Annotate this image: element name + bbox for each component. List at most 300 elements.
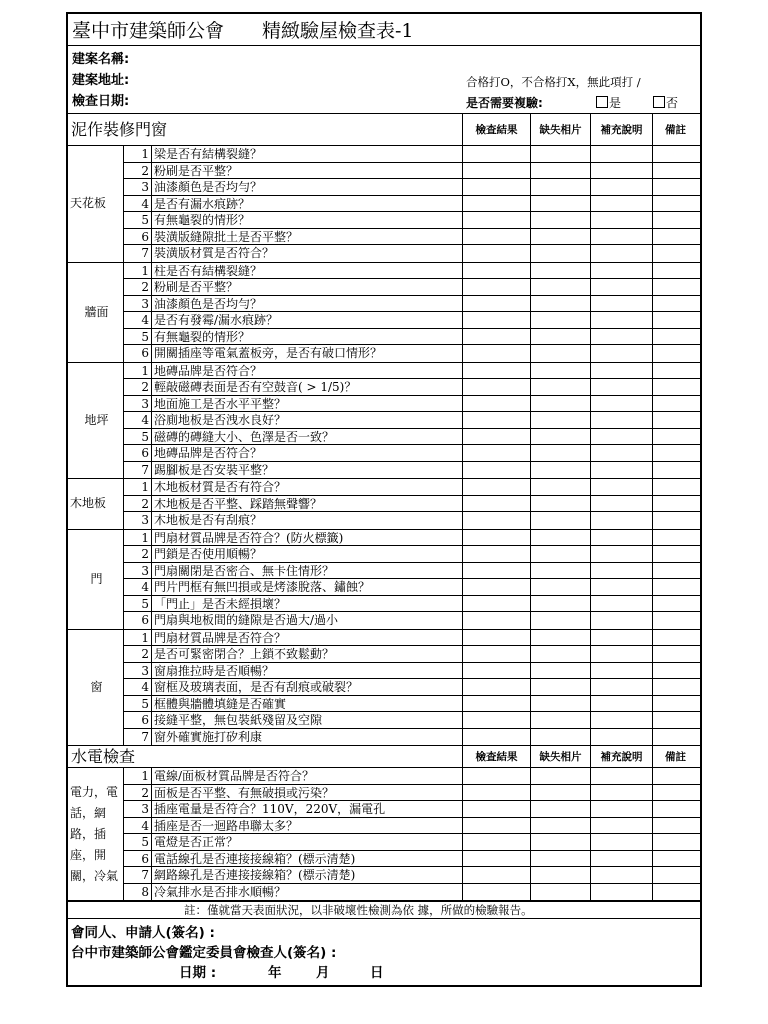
missing-photo-cell[interactable] [530,579,590,595]
supplement-cell[interactable] [590,596,652,612]
item-number: 7 [124,729,152,746]
header-remarks: 備註 [652,114,698,145]
item-text: 門鎖是否使用順暢？ [154,547,263,561]
item-text: 門扇材質品牌是否符合？(防火標籤) [154,530,344,545]
missing-photo-cell[interactable] [530,345,590,362]
remarks-cell[interactable] [652,834,698,850]
missing-photo-cell[interactable] [530,229,590,245]
missing-photo-cell[interactable] [530,646,590,662]
item-number: 3 [124,512,152,529]
supplement-cell[interactable] [590,834,652,850]
supplement-cell[interactable] [590,512,652,529]
check-items [124,146,700,262]
supplement-cell[interactable] [590,396,652,412]
missing-photo-cell[interactable] [530,712,590,728]
remarks-cell[interactable] [652,363,698,379]
supplement-cell[interactable] [590,546,652,562]
result-cell[interactable] [462,612,530,629]
missing-photo-cell[interactable] [530,296,590,312]
item-number: 2 [124,646,152,662]
check-item-row [124,312,700,329]
check-item-row [124,579,700,596]
remarks-cell[interactable] [652,263,698,279]
section-header [68,114,700,146]
check-items [124,530,700,629]
check-item-row [124,851,700,868]
item-text: 門扇關閉是否密合、無卡住情形？ [154,563,335,578]
result-cell[interactable] [462,212,530,228]
item-text: 窗扇推拉時是否順暢？ [154,663,275,678]
item-number: 3 [124,663,152,679]
missing-photo-cell[interactable] [530,279,590,295]
check-items [124,479,700,529]
check-group [68,630,700,747]
check-item-row [124,163,700,180]
remarks-cell[interactable] [652,546,698,562]
check-group [68,479,700,530]
check-item-row [124,884,700,901]
remarks-cell[interactable] [652,851,698,867]
missing-photo-cell[interactable] [530,884,590,901]
result-cell[interactable] [462,801,530,817]
check-group [68,530,700,630]
remarks-cell[interactable] [652,663,698,679]
date-label: 日期 : [179,965,217,981]
missing-photo-cell[interactable] [530,546,590,562]
remarks-cell[interactable] [652,179,698,195]
check-item-row [124,801,700,818]
remarks-cell[interactable] [652,146,698,162]
missing-photo-cell[interactable] [530,696,590,712]
remarks-cell[interactable] [652,462,698,479]
check-group [68,363,700,480]
supplement-cell[interactable] [590,851,652,867]
result-cell[interactable] [462,834,530,850]
item-text: 地磚品牌是否符合？ [154,446,263,460]
check-item-row [124,263,700,280]
missing-photo-cell[interactable] [530,429,590,445]
item-text: 電線/面板材質品牌是否符合？ [154,769,315,783]
header-missing-photo: 缺失相片 [530,114,590,145]
remarks-cell[interactable] [652,479,698,495]
item-text: 有無龜裂的情形？ [154,213,251,227]
missing-photo-cell[interactable] [530,867,590,883]
project-name-label: 建案名稱: [72,52,130,67]
supplement-cell[interactable] [590,496,652,512]
item-text: 裝潢版材質是否符合？ [154,246,275,260]
disclaimer-note: 註：僅就當天表面狀況，以非破壞性檢測為依 據，所做的檢驗報告。 [68,901,700,919]
item-text: 是否可緊密閉合？上鎖不致鬆動？ [154,647,335,661]
missing-photo-cell[interactable] [530,729,590,746]
remarks-cell[interactable] [652,512,698,529]
checklist-sections [68,114,700,901]
result-cell[interactable] [462,785,530,801]
result-cell[interactable] [462,196,530,212]
check-item-row [124,596,700,613]
supplement-cell[interactable] [590,163,652,179]
supplement-cell[interactable] [590,785,652,801]
missing-photo-cell[interactable] [530,496,590,512]
item-text: 窗外確實施打矽利康 [154,729,263,744]
header-result: 檢查結果 [462,746,530,767]
result-cell[interactable] [462,329,530,345]
result-cell[interactable] [462,867,530,883]
check-item-row [124,429,700,446]
item-number: 6 [124,851,152,867]
item-number: 7 [124,867,152,883]
item-number: 3 [124,801,152,817]
remarks-cell[interactable] [652,296,698,312]
result-cell[interactable] [462,445,530,461]
remarks-cell[interactable] [652,445,698,461]
applicant-signature-label: 會同人、申請人(簽名) : [71,925,215,941]
missing-photo-cell[interactable] [530,663,590,679]
result-cell[interactable] [462,663,530,679]
check-item-row [124,363,700,380]
missing-photo-cell[interactable] [530,801,590,817]
item-number: 5 [124,834,152,850]
result-cell[interactable] [462,851,530,867]
checkbox-icon[interactable] [596,96,608,108]
supplement-cell[interactable] [590,146,652,162]
remarks-cell[interactable] [652,412,698,428]
remarks-cell[interactable] [652,379,698,395]
header-remarks: 備註 [652,746,698,767]
missing-photo-cell[interactable] [530,479,590,495]
supplement-cell[interactable] [590,563,652,579]
supplement-cell[interactable] [590,296,652,312]
item-number: 5 [124,429,152,445]
section-header [68,746,700,768]
item-text: 梁是否有結構裂縫？ [154,147,263,161]
result-cell[interactable] [462,412,530,428]
check-items [124,768,700,900]
check-item-row [124,563,700,580]
check-item-row [124,646,700,663]
check-item-row [124,530,700,547]
item-text: 地面施工是否水平平整？ [154,396,287,411]
supplement-cell[interactable] [590,263,652,279]
result-cell[interactable] [462,884,530,901]
result-cell[interactable] [462,546,530,562]
check-item-row [124,245,700,262]
supplement-cell[interactable] [590,379,652,395]
result-cell[interactable] [462,312,530,328]
result-cell[interactable] [462,679,530,695]
check-group [68,263,700,363]
check-item-row [124,712,700,729]
missing-photo-cell[interactable] [530,462,590,479]
result-cell[interactable] [462,229,530,245]
inspection-sheet [66,12,702,987]
item-number: 7 [124,462,152,479]
item-text: 木地板是否有刮痕？ [154,513,263,527]
remarks-cell[interactable] [652,768,698,784]
item-number: 5 [124,329,152,345]
category-label: 窗 [68,630,124,746]
item-number: 2 [124,496,152,512]
check-group [68,768,700,901]
result-cell[interactable] [462,396,530,412]
missing-photo-cell[interactable] [530,196,590,212]
check-items [124,363,700,479]
missing-photo-cell[interactable] [530,329,590,345]
missing-photo-cell[interactable] [530,768,590,784]
result-cell[interactable] [462,263,530,279]
item-number: 6 [124,445,152,461]
item-number: 1 [124,530,152,546]
item-text: 門扇與地板間的縫隙是否過大/過小 [154,613,339,627]
check-item-row [124,768,700,785]
missing-photo-cell[interactable] [530,212,590,228]
recheck-no-option[interactable] [653,94,678,111]
item-number: 6 [124,345,152,362]
result-cell[interactable] [462,818,530,834]
missing-photo-cell[interactable] [530,630,590,646]
remarks-cell[interactable] [652,612,698,629]
result-cell[interactable] [462,646,530,662]
supplement-cell[interactable] [590,245,652,262]
supplement-cell[interactable] [590,462,652,479]
missing-photo-cell[interactable] [530,179,590,195]
remarks-cell[interactable] [652,196,698,212]
result-cell[interactable] [462,596,530,612]
remarks-cell[interactable] [652,646,698,662]
category-label: 地坪 [68,363,124,479]
check-items [124,630,700,746]
item-text: 粉刷是否平整？ [154,280,239,294]
recheck-yes-option[interactable] [596,94,621,111]
item-text: 冷氣排水是否排水順暢？ [154,884,287,899]
remarks-cell[interactable] [652,345,698,362]
result-cell[interactable] [462,696,530,712]
supplement-cell[interactable] [590,768,652,784]
supplement-cell[interactable] [590,646,652,662]
missing-photo-cell[interactable] [530,412,590,428]
supplement-cell[interactable] [590,630,652,646]
remarks-cell[interactable] [652,867,698,883]
form-name: 精緻驗屋檢查表-1 [262,20,414,42]
remarks-cell[interactable] [652,229,698,245]
supplement-cell[interactable] [590,867,652,883]
missing-photo-cell[interactable] [530,163,590,179]
section-title: 泥作裝修門窗 [71,120,168,139]
remarks-cell[interactable] [652,801,698,817]
item-number: 7 [124,245,152,262]
item-text: 磁磚的磚縫大小、色澤是否一致？ [154,429,335,444]
item-number: 1 [124,479,152,495]
item-number: 1 [124,263,152,279]
item-number: 8 [124,884,152,901]
result-cell[interactable] [462,479,530,495]
category-label: 電力，電話，網路，插座，開關，冷氣 [68,768,124,900]
check-item-row [124,785,700,802]
check-item-row [124,412,700,429]
item-text: 「門止」是否未經損壞？ [154,596,287,611]
missing-photo-cell[interactable] [530,834,590,850]
supplement-cell[interactable] [590,429,652,445]
result-cell[interactable] [462,363,530,379]
missing-photo-cell[interactable] [530,785,590,801]
supplement-cell[interactable] [590,663,652,679]
result-cell[interactable] [462,512,530,529]
missing-photo-cell[interactable] [530,245,590,262]
item-number: 3 [124,296,152,312]
remarks-cell[interactable] [652,630,698,646]
missing-photo-cell[interactable] [530,512,590,529]
item-text: 電燈是否正常？ [154,835,239,849]
supplement-cell[interactable] [590,579,652,595]
result-cell[interactable] [462,429,530,445]
check-item-row [124,462,700,479]
missing-photo-cell[interactable] [530,612,590,629]
result-cell[interactable] [462,630,530,646]
result-cell[interactable] [462,296,530,312]
recheck-yes-label: 是 [609,96,622,110]
result-cell[interactable] [462,245,530,262]
missing-photo-cell[interactable] [530,851,590,867]
result-cell[interactable] [462,768,530,784]
item-number: 5 [124,212,152,228]
check-item-row [124,229,700,246]
remarks-cell[interactable] [652,279,698,295]
missing-photo-cell[interactable] [530,530,590,546]
check-item-row [124,663,700,680]
check-item-row [124,179,700,196]
checkbox-icon[interactable] [653,96,665,108]
supplement-cell[interactable] [590,530,652,546]
remarks-cell[interactable] [652,163,698,179]
supplement-cell[interactable] [590,612,652,629]
missing-photo-cell[interactable] [530,563,590,579]
result-cell[interactable] [462,146,530,162]
item-number: 6 [124,229,152,245]
inspection-date-label: 檢查日期: [72,94,130,109]
missing-photo-cell[interactable] [530,818,590,834]
item-number: 4 [124,312,152,328]
missing-photo-cell[interactable] [530,445,590,461]
remarks-cell[interactable] [652,596,698,612]
supplement-cell[interactable] [590,363,652,379]
item-text: 輕敲磁磚表面是否有空鼓音( > 1/5)？ [154,380,357,394]
remarks-cell[interactable] [652,312,698,328]
result-cell[interactable] [462,712,530,728]
result-cell[interactable] [462,729,530,746]
supplement-cell[interactable] [590,679,652,695]
supplement-cell[interactable] [590,479,652,495]
item-text: 電話線孔是否連接接線箱？(標示清楚) [154,851,356,866]
item-number: 1 [124,630,152,646]
supplement-cell[interactable] [590,818,652,834]
missing-photo-cell[interactable] [530,379,590,395]
remarks-cell[interactable] [652,496,698,512]
remarks-cell[interactable] [652,696,698,712]
supplement-cell[interactable] [590,345,652,362]
supplement-cell[interactable] [590,696,652,712]
result-cell[interactable] [462,179,530,195]
remarks-cell[interactable] [652,329,698,345]
result-cell[interactable] [462,345,530,362]
supplement-cell[interactable] [590,329,652,345]
item-number: 2 [124,163,152,179]
result-cell[interactable] [462,530,530,546]
supplement-cell[interactable] [590,801,652,817]
remarks-cell[interactable] [652,679,698,695]
remarks-cell[interactable] [652,884,698,901]
item-number: 6 [124,612,152,629]
supplement-cell[interactable] [590,884,652,901]
supplement-cell[interactable] [590,212,652,228]
missing-photo-cell[interactable] [530,263,590,279]
remarks-cell[interactable] [652,212,698,228]
supplement-cell[interactable] [590,712,652,728]
item-text: 木地板材質是否有符合？ [154,480,287,494]
item-number: 2 [124,546,152,562]
header-supplement: 補充說明 [590,114,652,145]
remarks-cell[interactable] [652,530,698,546]
result-cell[interactable] [462,279,530,295]
header-supplement: 補充說明 [590,746,652,767]
result-cell[interactable] [462,579,530,595]
supplement-cell[interactable] [590,445,652,461]
item-number: 1 [124,363,152,379]
remarks-cell[interactable] [652,818,698,834]
supplement-cell[interactable] [590,412,652,428]
supplement-cell[interactable] [590,179,652,195]
supplement-cell[interactable] [590,279,652,295]
month-label: 月 [316,965,330,981]
item-text: 門片門框有無凹損或是烤漆脫落、鏽蝕？ [154,580,371,594]
check-item-row [124,212,700,229]
missing-photo-cell[interactable] [530,363,590,379]
supplement-cell[interactable] [590,196,652,212]
item-text: 浴廁地板是否洩水良好？ [154,413,287,427]
remarks-cell[interactable] [652,396,698,412]
remarks-cell[interactable] [652,785,698,801]
remarks-cell[interactable] [652,579,698,595]
item-text: 框體與牆體填縫是否確實 [154,696,287,711]
missing-photo-cell[interactable] [530,396,590,412]
result-cell[interactable] [462,163,530,179]
item-text: 門扇材質品牌是否符合？ [154,630,287,645]
item-text: 是否有漏水痕跡？ [154,196,251,211]
item-text: 網路線孔是否連接接線箱？(標示清楚) [154,868,356,882]
remarks-cell[interactable] [652,245,698,262]
supplement-cell[interactable] [590,312,652,328]
result-cell[interactable] [462,563,530,579]
missing-photo-cell[interactable] [530,679,590,695]
result-cell[interactable] [462,379,530,395]
result-cell[interactable] [462,462,530,479]
check-item-row [124,146,700,163]
missing-photo-cell[interactable] [530,146,590,162]
item-text: 木地板是否平整、踩踏無聲響？ [154,496,323,511]
check-item-row [124,279,700,296]
remarks-cell[interactable] [652,712,698,728]
result-cell[interactable] [462,496,530,512]
missing-photo-cell[interactable] [530,312,590,328]
marking-legend: 合格打O，不合格打X，無此項打 / [466,75,641,89]
supplement-cell[interactable] [590,229,652,245]
check-item-row [124,546,700,563]
remarks-cell[interactable] [652,563,698,579]
remarks-cell[interactable] [652,429,698,445]
item-text: 窗框及玻璃表面，是否有刮痕或破裂？ [154,680,359,694]
remarks-cell[interactable] [652,729,698,746]
supplement-cell[interactable] [590,729,652,746]
missing-photo-cell[interactable] [530,596,590,612]
item-text: 開關插座等電氣蓋板旁，是否有破口情形？ [154,346,383,360]
